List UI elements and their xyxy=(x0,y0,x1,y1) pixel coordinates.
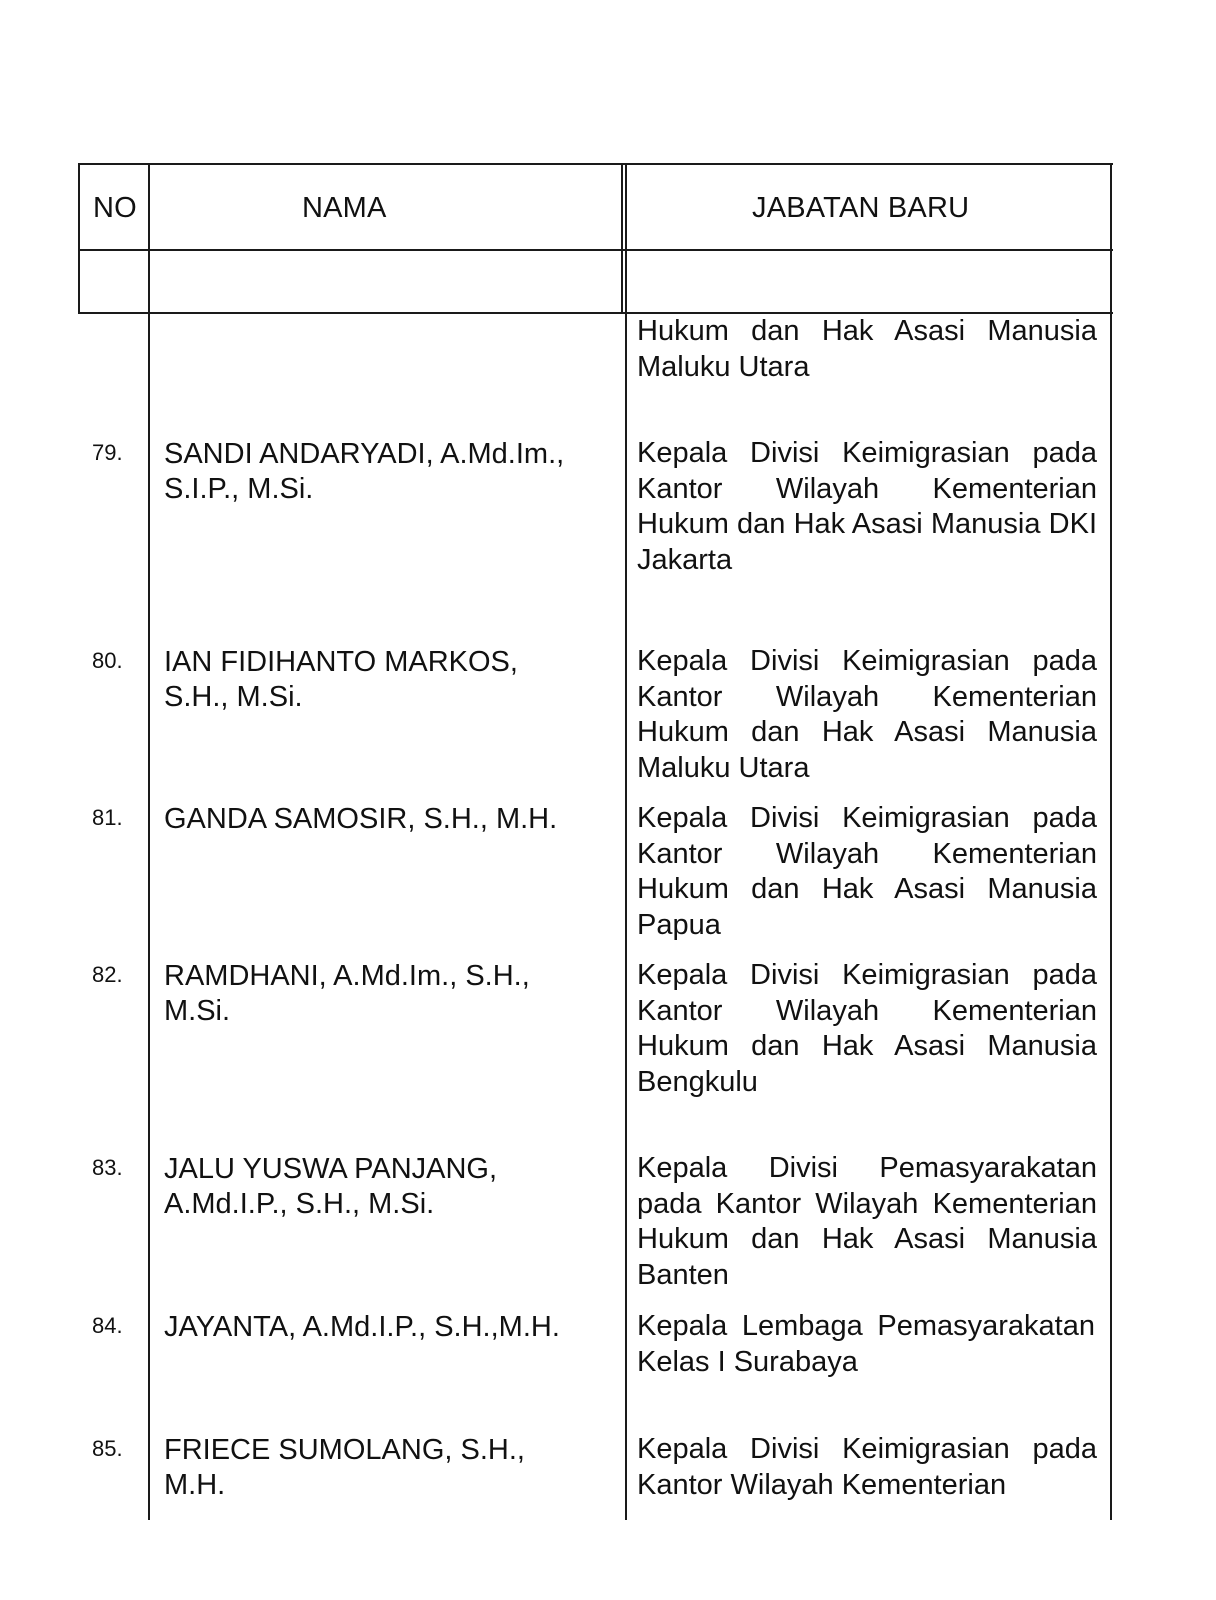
continuation-jabatan: Hukum dan Hak Asasi Manusia Maluku Utara xyxy=(637,315,1097,383)
header-nama: NAMA xyxy=(302,192,387,224)
row-81-no: 81. xyxy=(92,805,123,830)
row-79-nama: SANDI ANDARYADI, A.Md.Im., S.I.P., M.Si. xyxy=(164,438,565,505)
row-79-no: 79. xyxy=(92,440,123,465)
row-81-nama: GANDA SAMOSIR, S.H., M.H. xyxy=(164,803,558,835)
nama-column-divider-double xyxy=(625,163,627,1520)
row-80-jabatan: Kepala Divisi Keimigrasian pada Kantor Wilayah Kementerian Hukum dan Hak Asasi Manusia Maluku Utara xyxy=(637,645,1097,784)
nama-column-divider xyxy=(621,163,623,314)
row-80-nama: IAN FIDIHANTO MARKOS, S.H., M.Si. xyxy=(164,646,518,713)
row-84-jabatan: Kepala Lembaga Pemasyarakatan Kelas I Surabaya xyxy=(637,1310,1095,1378)
row-85-jabatan: Kepala Divisi Keimigrasian pada Kantor Wilayah Kementerian xyxy=(637,1433,1097,1501)
row-81-jabatan: Kepala Divisi Keimigrasian pada Kantor Wilayah Kementerian Hukum dan Hak Asasi Manusia Papua xyxy=(637,802,1097,941)
row-83-no: 83. xyxy=(92,1155,123,1180)
row-80-no: 80. xyxy=(92,648,123,673)
header-no: NO xyxy=(93,192,137,224)
table-left-border xyxy=(78,163,80,314)
row-85-no: 85. xyxy=(92,1436,123,1461)
no-column-divider xyxy=(148,163,150,1520)
table-top-border xyxy=(79,163,1113,165)
row-84-no: 84. xyxy=(92,1313,123,1338)
table-right-border xyxy=(1110,163,1112,1520)
header-jabatan-baru: JABATAN BARU xyxy=(752,192,970,224)
row-82-jabatan: Kepala Divisi Keimigrasian pada Kantor Wilayah Kementerian Hukum dan Hak Asasi Manusia Bengkulu xyxy=(637,959,1097,1098)
row-83-jabatan: Kepala Divisi Pemasyarakatan pada Kantor Wilayah Kementerian Hukum dan Hak Asasi Manusia Banten xyxy=(637,1152,1097,1291)
row-84-nama: JAYANTA, A.Md.I.P., S.H.,M.H. xyxy=(164,1311,560,1343)
row-79-jabatan: Kepala Divisi Keimigrasian pada Kantor Wilayah Kementerian Hukum dan Hak Asasi Manusia DKI Jakarta xyxy=(637,437,1097,576)
row-83-nama: JALU YUSWA PANJANG, A.Md.I.P., S.H., M.Si. xyxy=(164,1153,498,1220)
row-82-no: 82. xyxy=(92,962,123,987)
header-bottom-border xyxy=(79,249,1113,251)
row-85-nama: FRIECE SUMOLANG, S.H., M.H. xyxy=(164,1434,525,1501)
row-82-nama: RAMDHANI, A.Md.Im., S.H., M.Si. xyxy=(164,960,530,1027)
